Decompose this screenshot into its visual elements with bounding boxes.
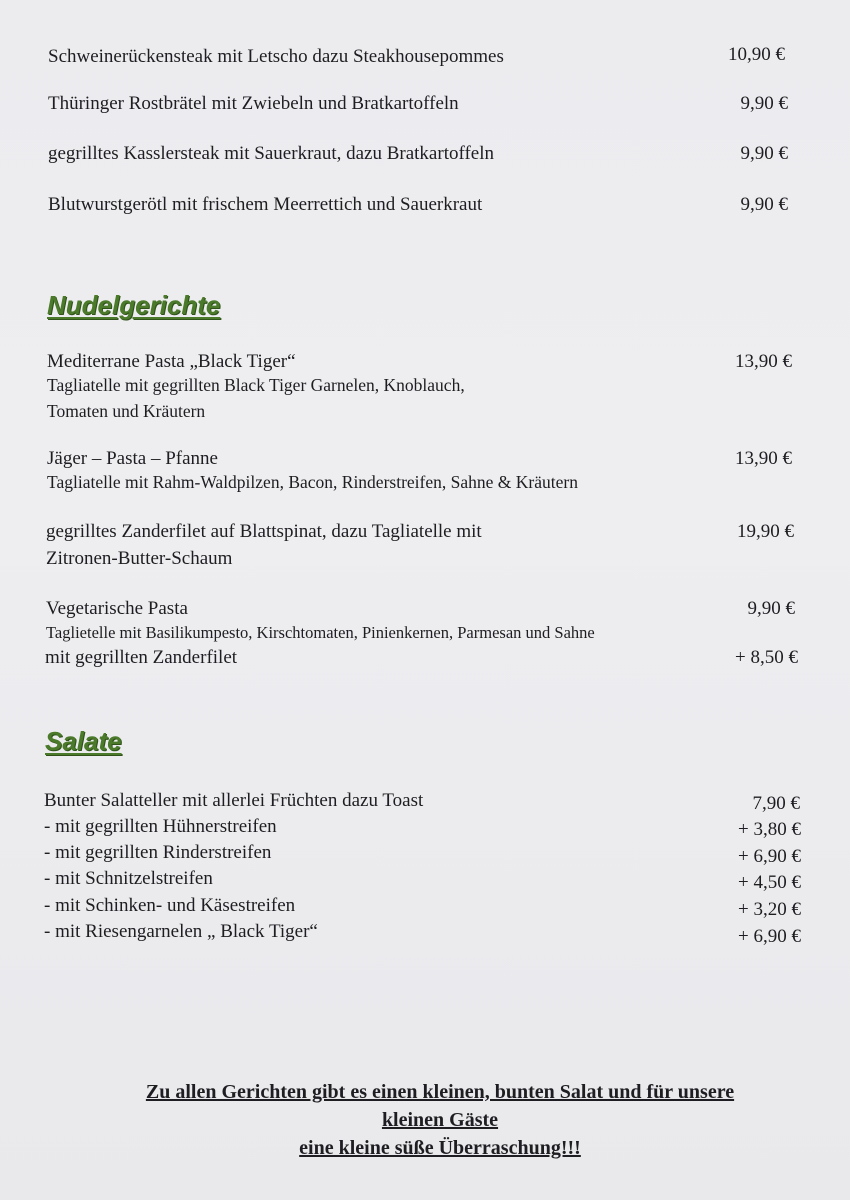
salad-addon	[0, 866, 850, 896]
item-price: 10,90 €	[728, 44, 785, 65]
item-price: 13,90 €	[735, 448, 792, 469]
menu-item	[0, 349, 850, 421]
item-name: Jäger – Pasta – Pfanne	[47, 448, 218, 469]
item-price: + 8,50 €	[735, 647, 798, 668]
addon-price: + 3,20 €	[738, 899, 801, 920]
item-name: Thüringer Rostbrätel mit Zwiebeln und Bratkartoffeln	[48, 93, 459, 114]
addon-price: + 6,90 €	[738, 926, 801, 947]
addon-name: - mit gegrillten Hühnerstreifen	[44, 816, 277, 837]
menu-item	[0, 519, 850, 569]
menu-item	[0, 141, 850, 171]
footer-line: eine kleine süße Überraschung!!!	[299, 1137, 581, 1159]
section-heading-salate: Salate	[45, 726, 122, 756]
item-price: 13,90 €	[735, 351, 792, 372]
addon-name: - mit gegrillten Rinderstreifen	[44, 842, 272, 863]
menu-item	[0, 42, 850, 72]
item-name: Schweinerückensteak mit Letscho dazu Steakhousepommes	[48, 46, 504, 67]
item-price: 9,90 €	[740, 93, 788, 114]
item-price: 19,90 €	[737, 521, 794, 542]
footer-note	[60, 1078, 820, 1162]
addon-price: + 3,80 €	[738, 819, 801, 840]
item-name: Mediterrane Pasta „Black Tiger“	[47, 351, 296, 372]
item-price: 9,90 €	[740, 194, 788, 215]
item-description: Zitronen-Butter-Schaum	[46, 548, 233, 569]
item-description: Tomaten und Kräutern	[47, 401, 206, 421]
item-description: Tagliatelle mit gegrillten Black Tiger Garnelen, Knoblauch,	[47, 375, 465, 395]
item-name: Blutwurstgerötl mit frischem Meerrettich und Sauerkraut	[48, 194, 483, 215]
item-name: gegrilltes Kasslersteak mit Sauerkraut, dazu Bratkartoffeln	[48, 143, 494, 164]
section-heading-nudelgerichte: Nudelgerichte	[47, 290, 221, 320]
item-price: 7,90 €	[752, 793, 800, 814]
item-price: 9,90 €	[747, 598, 795, 619]
item-name: Vegetarische Pasta	[46, 598, 188, 619]
menu-item	[0, 596, 850, 642]
item-price: 9,90 €	[740, 143, 788, 164]
addon-name: - mit Riesengarnelen „ Black Tiger“	[44, 921, 318, 942]
addon-price: + 4,50 €	[738, 872, 801, 893]
menu-item-extra	[0, 645, 850, 675]
addon-price: + 6,90 €	[738, 846, 801, 867]
addon-name: - mit Schinken- und Käsestreifen	[44, 895, 296, 916]
menu-item	[0, 192, 850, 222]
item-name: gegrilltes Zanderfilet auf Blattspinat, dazu Tagliatelle mit	[46, 521, 482, 542]
menu-item	[0, 446, 850, 492]
item-description: Taglietelle mit Basilikumpesto, Kirschtomaten, Pinienkernen, Parmesan und Sahne	[46, 623, 595, 642]
item-name: Bunter Salatteller mit allerlei Früchten dazu Toast	[44, 790, 424, 811]
item-description: Tagliatelle mit Rahm-Waldpilzen, Bacon, Rinderstreifen, Sahne & Kräutern	[47, 472, 578, 492]
item-name: mit gegrillten Zanderfilet	[45, 647, 238, 668]
footer-line: Zu allen Gerichten gibt es einen kleinen, bunten Salat und für unsere	[145, 1081, 735, 1103]
salad-addon	[0, 919, 850, 949]
addon-name: - mit Schnitzelstreifen	[44, 868, 213, 889]
footer-line: kleinen Gäste	[381, 1109, 499, 1131]
menu-item	[0, 91, 850, 121]
